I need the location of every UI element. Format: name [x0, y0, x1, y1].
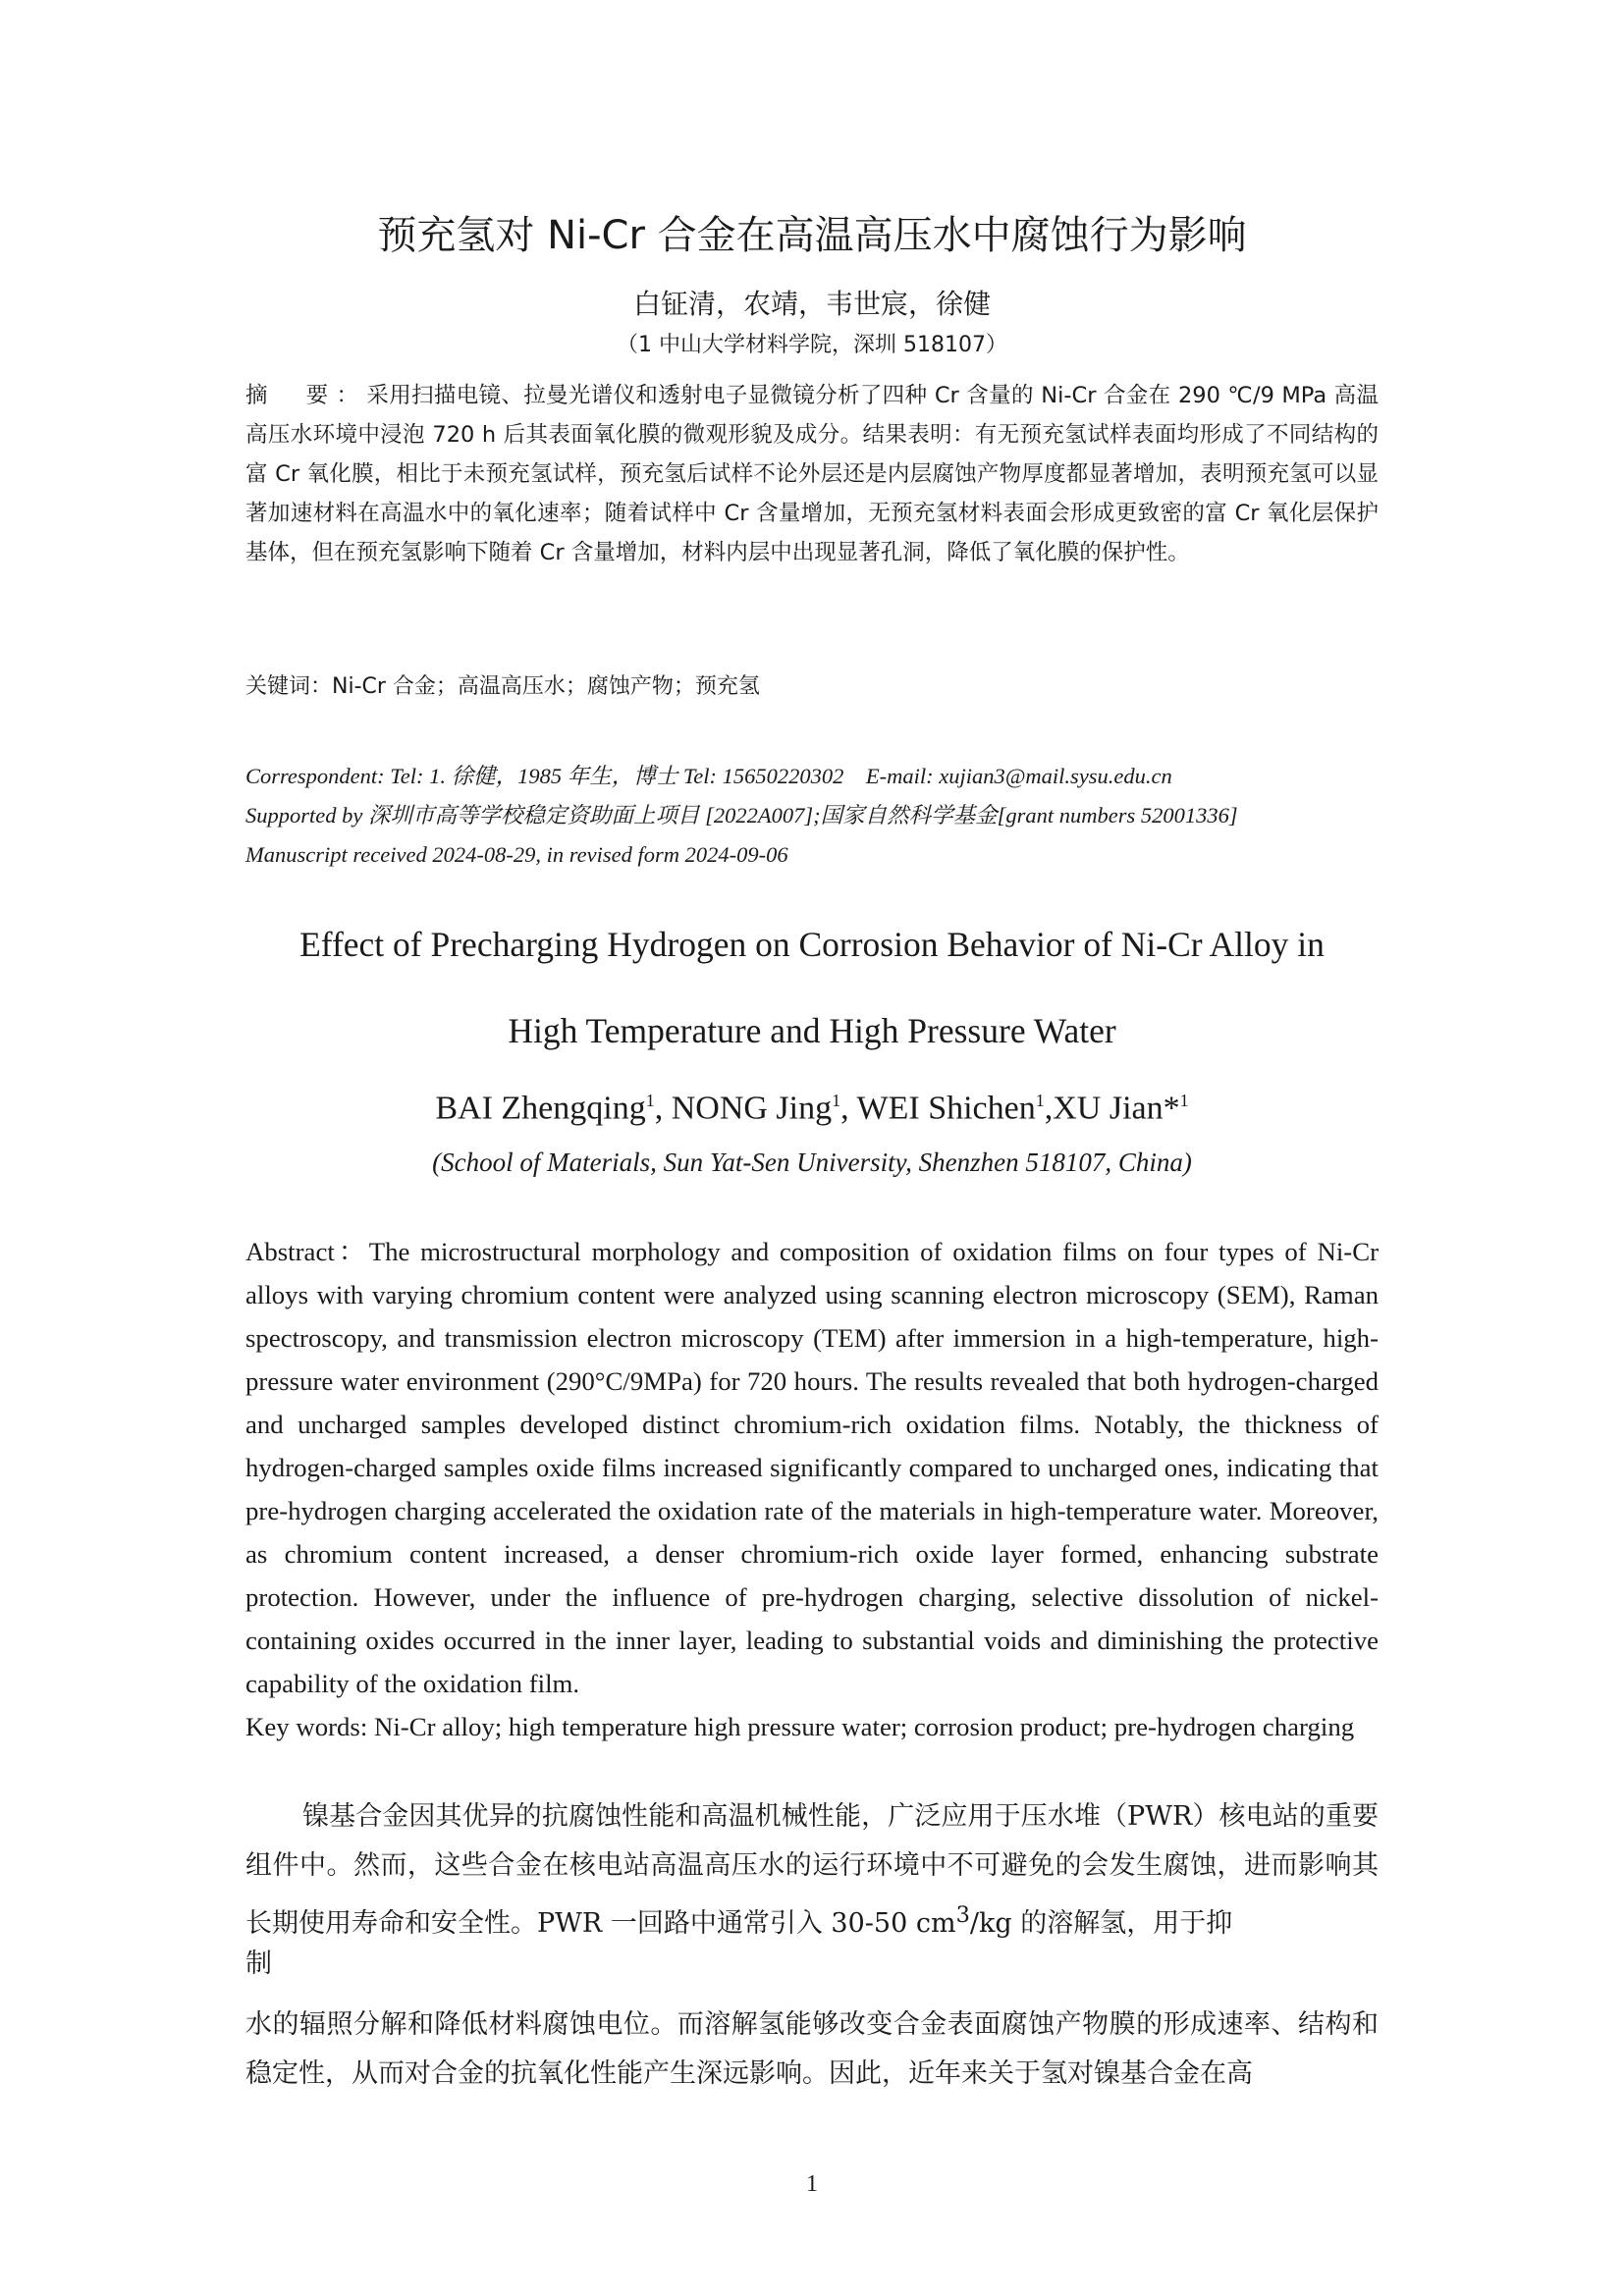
author-separator: ,	[1044, 1090, 1054, 1127]
author-affil-mark: 1	[1179, 1091, 1189, 1110]
keywords-cn: 关键词：Ni-Cr 合金；高温高压水；腐蚀产物；预充氢	[245, 674, 760, 699]
paper-title-cn: 预充氢对 Ni-Cr 合金在高温高压水中腐蚀行为影响	[377, 213, 1247, 258]
keywords-en: Key words: Ni-Cr alloy; high temperature high pressure water; corrosion product; pre-hydrogen charging	[245, 1712, 1355, 1741]
abstract-cn-text: 采用扫描电镜、拉曼光谱仪和透射电子显微镜分析了四种 Cr 含量的 Ni-Cr 合金在 290 ℃/9 MPa 高温高压水环境中浸泡 720 h 后其表面氧化膜的微观形貌及成分。结果表明：有无预充氢试样表面均形成了不同结构的富 Cr 氧化膜，相比于未预充氢试样，预充氢后试样不论外层还是内层腐蚀产物厚度都显著增加，表明预充氢可以显著加速材料在高温水中的氧化速率；随着试样中 Cr 含量增加，无预充氢材料表面会形成更致密的富 Cr 氧化层保护基体，但在预充氢影响下随着 Cr 含量增加，材料内层中出现显著孔洞，降低了氧化膜的保护性。	[245, 383, 1379, 565]
authors-cn: 白钲清，农靖，韦世宸，徐健	[632, 288, 991, 320]
article-metadata	[245, 757, 1379, 875]
page-number: 1	[806, 2171, 818, 2197]
affiliation-en: (School of Materials, Sun Yat-Sen University, Shenzhen 518107, China)	[432, 1148, 1192, 1177]
paper-title-en-line2: High Temperature and High Pressure Water	[508, 1011, 1116, 1050]
funding-line: Supported by 深圳市高等学校稳定资助面上项目 [2022A007];国家自然科学基金[grant numbers 52001336]	[245, 803, 1238, 828]
author-name: WEI Shichen	[856, 1090, 1036, 1127]
abstract-cn	[245, 376, 1379, 572]
affiliation-cn: （1 中山大学材料学院，深圳 518107）	[617, 333, 1007, 357]
body-paragraph: 水的辐照分解和降低材料腐蚀电位。而溶解氢能够改变合金表面腐蚀产物膜的形成速率、结构和稳定性，从而对合金的抗氧化性能产生深远影响。因此，近年来关于氢对镍基合金在高	[245, 2009, 1379, 2089]
abstract-en-label: Abstract：	[245, 1237, 369, 1266]
correspondent-line: Correspondent: Tel: 1. 徐健，1985 年生，博士 Tel: 15650220302 E-mail: xujian3@mail.sysu.edu.cn	[245, 764, 1172, 788]
body-text: 镍基合金因其优异的抗腐蚀性能和高温机械性能，广泛应用于压水堆（PWR）核电站的重要组件中。然而，这些合金在核电站高温高压水的运行环境中不可避免的会发生腐蚀，进而影响其长期使用寿命和安全性。PWR 一回路中通常引入 30-50 cm	[245, 1801, 1379, 1939]
author-name: XU Jian*	[1053, 1090, 1180, 1127]
paper-title-en-line1: Effect of Precharging Hydrogen on Corrosion Behavior of Ni-Cr Alloy in	[299, 925, 1325, 964]
authors-en	[245, 1076, 1379, 1133]
body-paragraph	[245, 1792, 1379, 1949]
author-separator: ,	[654, 1090, 672, 1127]
author-name: BAI Zhengqing	[435, 1090, 646, 1127]
abstract-en	[245, 1230, 1379, 1705]
body-line-fragment: 制	[245, 1949, 272, 1979]
paper-title-en	[245, 901, 1379, 1074]
abstract-en-text: The microstructural morphology and composition of oxidation films on four types of Ni-Cr alloys with varying chromium content were analyzed using scanning electron microscopy (SEM), Raman spectroscopy, and transmission electron microscopy (TEM) after immersion in a high-temperature, high-pressure water environment (290°C/9MPa) for 720 hours. The results revealed that both hydrogen-charged and uncharged samples developed distinct chromium-rich oxidation films. Notably, the thickness of hydrogen-charged samples oxide films increased significantly compared to uncharged ones, indicating that pre-hydrogen charging accelerated the oxidation rate of the materials in high-temperature water. Moreover, as chromium content increased, a denser chromium-rich oxide layer formed, enhancing substrate protection. However, under the influence of pre-hydrogen charging, selective dissolution of nickel-containing oxides occurred in the inner layer, leading to substantial voids and diminishing the protective capability of the oxidation film.	[245, 1237, 1379, 1698]
author-affil-mark: 1	[832, 1091, 841, 1110]
unit-superscript: 3	[955, 1902, 970, 1928]
author-affil-mark: 1	[645, 1091, 655, 1110]
abstract-cn-label: 摘 要：	[245, 383, 367, 408]
author-name: NONG Jing	[671, 1090, 833, 1127]
author-separator: ,	[840, 1090, 857, 1127]
author-affil-mark: 1	[1035, 1091, 1045, 1110]
manuscript-dates: Manuscript received 2024-08-29, in revised form 2024-09-06	[245, 842, 788, 867]
body-text: /kg 的溶解氢，用于抑	[969, 1908, 1233, 1939]
